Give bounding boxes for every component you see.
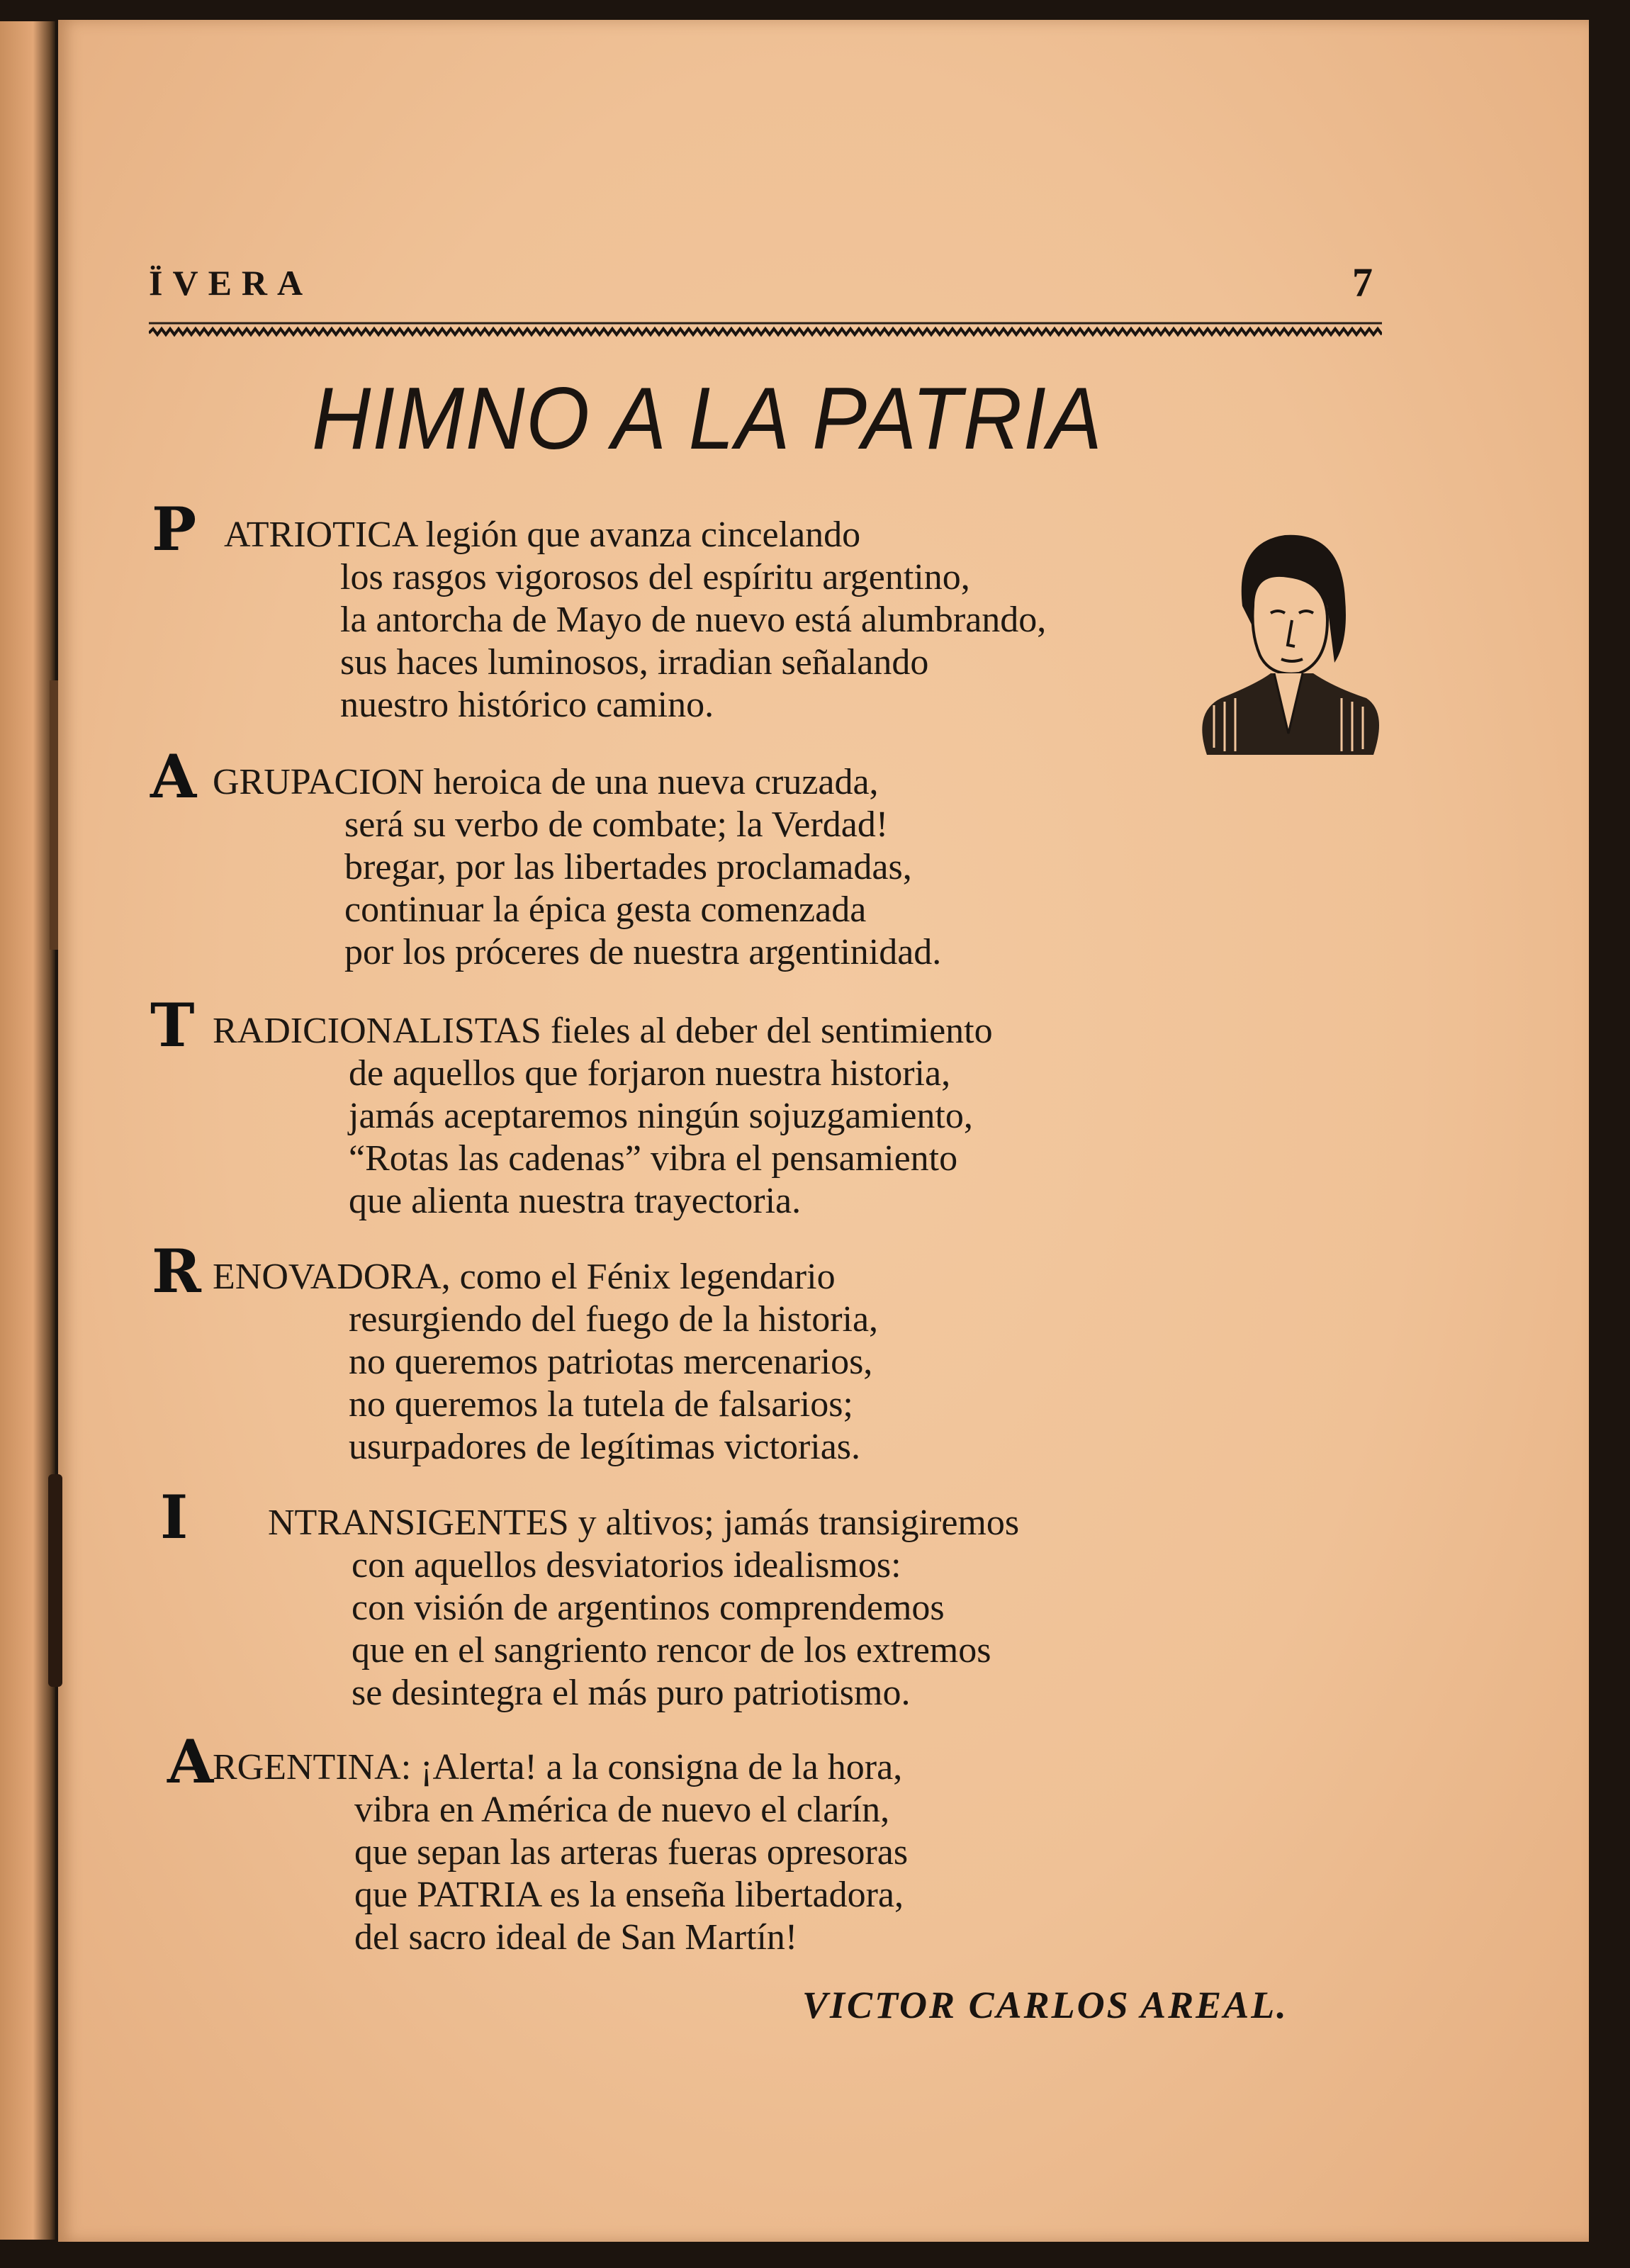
- verse-line: que sepan las arteras fueras opresoras: [354, 1832, 909, 1873]
- verse-line: “Rotas las cadenas” vibra el pensamiento: [349, 1138, 958, 1179]
- verse-line: por los próceres de nuestra argentinidad.: [344, 932, 942, 972]
- verse-line: NTRANSIGENTES y altivos; jamás transigiremos: [268, 1503, 1020, 1543]
- verse-line: RADICIONALISTAS fieles al deber del sentimiento: [213, 1011, 993, 1051]
- drop-cap: I: [160, 1482, 189, 1552]
- portrait-engraving: [1193, 521, 1384, 755]
- zigzag-rule: [149, 320, 1382, 339]
- verse-line: ATRIOTICA legión que avanza cincelando: [224, 515, 861, 555]
- verse-line: vibra en América de nuevo el clarín,: [354, 1790, 890, 1830]
- verse-line: resurgiendo del fuego de la historia,: [349, 1299, 879, 1340]
- binding-shadow: [50, 680, 58, 950]
- verse-line: nuestro histórico camino.: [340, 685, 714, 725]
- verse-line: ENOVADORA, como el Fénix legendario: [213, 1257, 836, 1297]
- verse-line: jamás aceptaremos ningún sojuzgamiento,: [349, 1096, 973, 1136]
- verse-line: con aquellos desviatorios idealismos:: [352, 1545, 901, 1585]
- verse-line: sus haces luminosos, irradian señalando: [340, 642, 929, 683]
- verse-line: se desintegra el más puro patriotismo.: [352, 1673, 911, 1713]
- drop-cap: P: [152, 494, 197, 564]
- binding-thread: [48, 1474, 62, 1687]
- verse-line: la antorcha de Mayo de nuevo está alumbrando,: [340, 600, 1047, 640]
- author-signature: VICTOR CARLOS AREAL.: [802, 1984, 1288, 2026]
- verse-line: de aquellos que forjaron nuestra historia,: [349, 1053, 951, 1094]
- verse-line: con visión de argentinos comprendemos: [352, 1588, 945, 1628]
- verse-line: bregar, por las libertades proclamadas,: [344, 847, 912, 887]
- verse-line: GRUPACION heroica de una nueva cruzada,: [213, 762, 879, 802]
- poem-title: HIMNO A LA PATRIA: [312, 370, 1103, 468]
- verse-line: RGENTINA: ¡Alerta! a la consigna de la hora,: [213, 1747, 903, 1787]
- verse-line: no queremos la tutela de falsarios;: [349, 1384, 853, 1425]
- verse-line: los rasgos vigorosos del espíritu argentino,: [340, 557, 970, 597]
- previous-page-edge: [0, 21, 55, 2240]
- drop-cap: T: [150, 990, 195, 1060]
- page-number: 7: [1352, 259, 1373, 305]
- verse-line: que alienta nuestra trayectoria.: [349, 1181, 802, 1221]
- verse-line: del sacro ideal de San Martín!: [354, 1917, 798, 1958]
- verse-line: continuar la épica gesta comenzada: [344, 889, 867, 930]
- drop-cap: A: [167, 1727, 214, 1797]
- drop-cap: R: [152, 1236, 201, 1306]
- verse-line: será su verbo de combate; la Verdad!: [344, 804, 889, 845]
- drop-cap: A: [150, 741, 197, 812]
- verse-line: que en el sangriento rencor de los extremos: [352, 1630, 991, 1671]
- verse-line: no queremos patriotas mercenarios,: [349, 1342, 873, 1382]
- verse-line: que PATRIA es la enseña libertadora,: [354, 1875, 904, 1915]
- running-head: ÏVERA: [149, 263, 313, 303]
- verse-line: usurpadores de legítimas victorias.: [349, 1427, 861, 1467]
